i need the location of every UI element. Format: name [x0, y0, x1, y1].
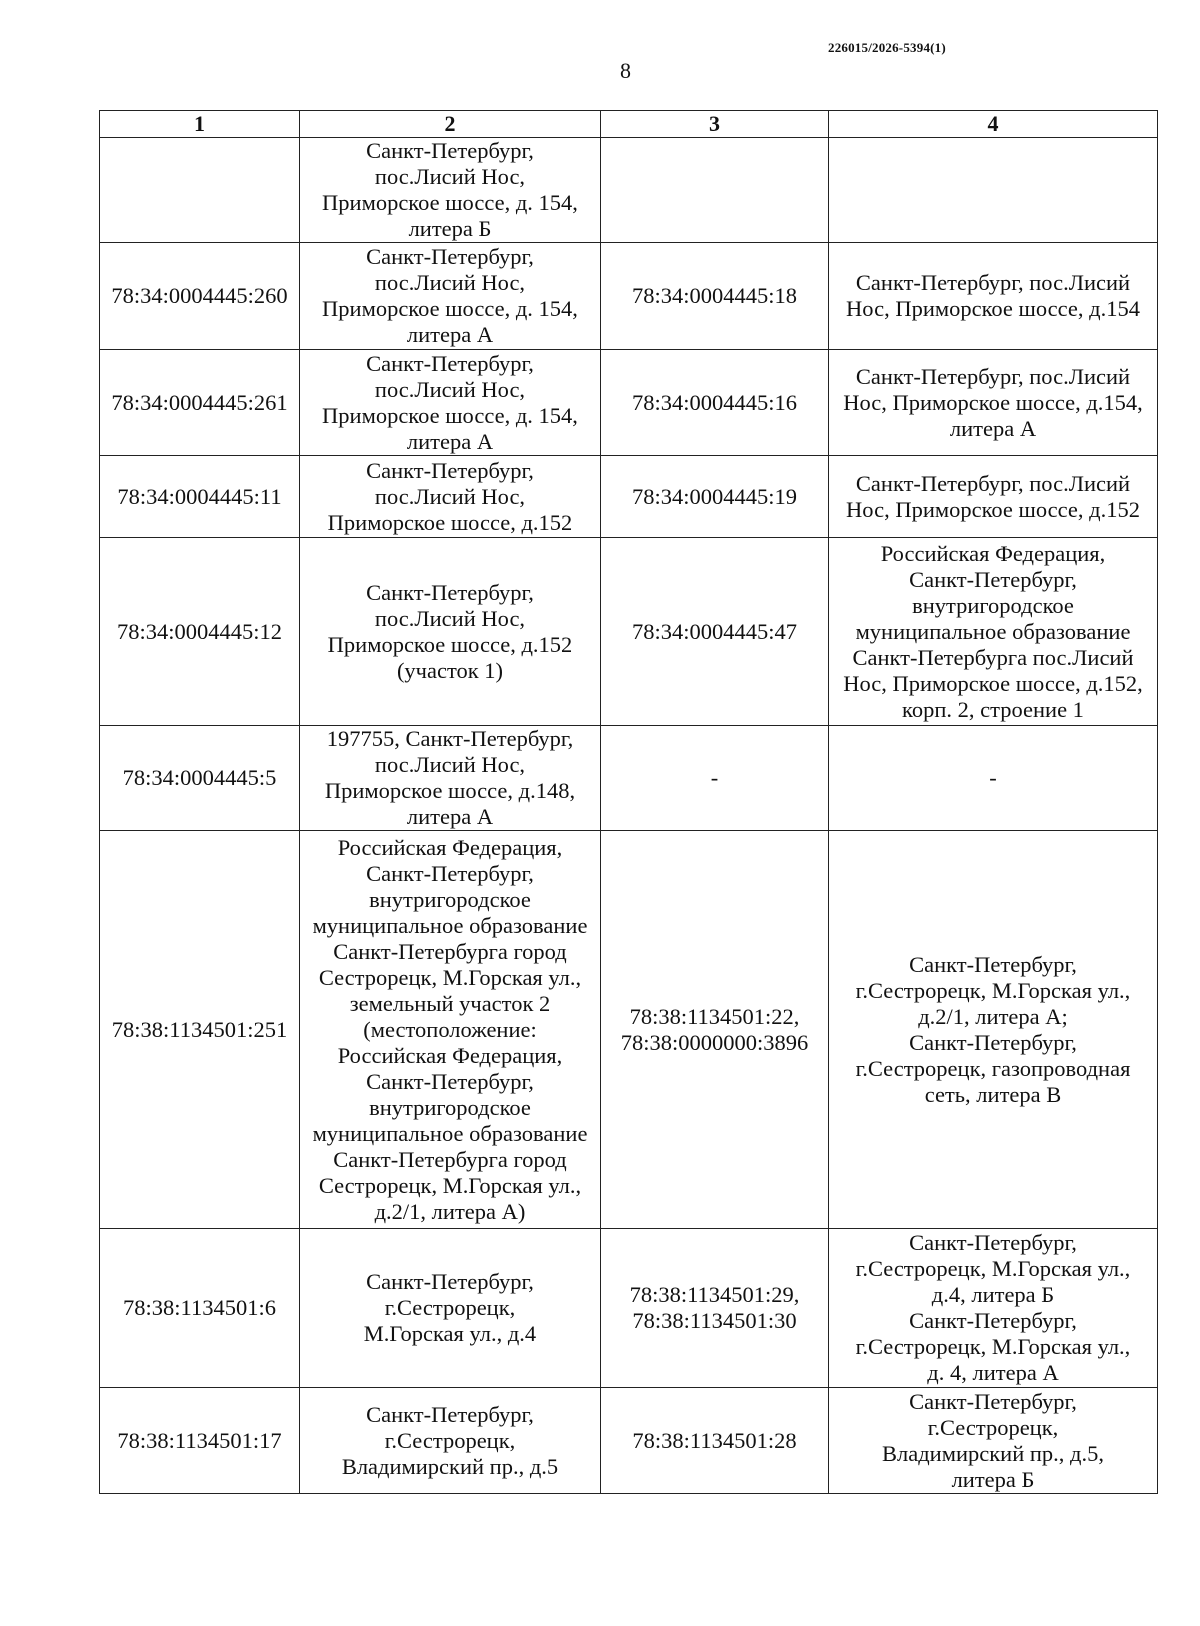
table-cell: Санкт-Петербург, пос.Лисий Нос, Приморское шоссе, д. 154, литера А	[300, 243, 601, 350]
table-cell: -	[829, 726, 1158, 831]
table-cell: Санкт-Петербург, г.Сестрорецк, М.Горская ул., д.2/1, литера А; Санкт-Петербург, г.Сестрорецк, газопроводная сеть, литера В	[829, 831, 1158, 1229]
table-cell: 78:34:0004445:47	[601, 538, 829, 726]
table-cell: 78:38:1134501:6	[100, 1229, 300, 1388]
table-cell: 78:34:0004445:261	[100, 350, 300, 456]
table-cell: Российская Федерация, Санкт-Петербург, внутригородское муниципальное образование Санкт-Петербурга город Сестрорецк, М.Горская ул., земельный участок 2 (местоположение: Российская Федерация, Санкт-Петербург, внутригородское муниципальное образование Санкт-Петербурга город Сестрорецк, М.Горская ул., д.2/1, литера А)	[300, 831, 601, 1229]
table-cell	[829, 138, 1158, 243]
column-header: 4	[829, 111, 1158, 138]
table-cell: 78:34:0004445:260	[100, 243, 300, 350]
cadastral-table	[99, 110, 1158, 1494]
table-cell: Санкт-Петербург, пос.Лисий Нос, Приморское шоссе, д.154, литера А	[829, 350, 1158, 456]
table-row	[100, 350, 1158, 456]
table-cell: Санкт-Петербург, пос.Лисий Нос, Приморское шоссе, д.154	[829, 243, 1158, 350]
column-header: 2	[300, 111, 601, 138]
table-row	[100, 726, 1158, 831]
table-cell: Санкт-Петербург, пос.Лисий Нос, Приморское шоссе, д.152 (участок 1)	[300, 538, 601, 726]
table-row	[100, 1229, 1158, 1388]
table-cell: Санкт-Петербург, г.Сестрорецк, Владимирский пр., д.5	[300, 1388, 601, 1494]
table-cell: 78:34:0004445:12	[100, 538, 300, 726]
table-row	[100, 138, 1158, 243]
table-row	[100, 243, 1158, 350]
table-row	[100, 456, 1158, 538]
column-header: 1	[100, 111, 300, 138]
table-cell: Российская Федерация, Санкт-Петербург, внутригородское муниципальное образование Санкт-Петербурга пос.Лисий Нос, Приморское шоссе, д.152, корп. 2, строение 1	[829, 538, 1158, 726]
table-cell: 78:38:1134501:17	[100, 1388, 300, 1494]
table-row	[100, 538, 1158, 726]
table-cell: Санкт-Петербург, пос.Лисий Нос, Приморское шоссе, д. 154, литера Б	[300, 138, 601, 243]
table-header-row	[100, 111, 1158, 138]
page-number: 8	[620, 58, 631, 83]
table-cell	[100, 138, 300, 243]
table-cell: 78:34:0004445:11	[100, 456, 300, 538]
table-cell	[601, 138, 829, 243]
table-cell: Санкт-Петербург, пос.Лисий Нос, Приморское шоссе, д. 154, литера А	[300, 350, 601, 456]
document-id: 226015/2026-5394(1)	[828, 40, 946, 55]
table-cell: 78:34:0004445:16	[601, 350, 829, 456]
table-cell: 78:38:1134501:29, 78:38:1134501:30	[601, 1229, 829, 1388]
table-row	[100, 831, 1158, 1229]
table-cell: Санкт-Петербург, г.Сестрорецк, М.Горская ул., д.4	[300, 1229, 601, 1388]
table-cell: 78:34:0004445:18	[601, 243, 829, 350]
table-cell: 78:38:1134501:251	[100, 831, 300, 1229]
table-cell: 78:38:1134501:28	[601, 1388, 829, 1494]
table-cell: 78:34:0004445:5	[100, 726, 300, 831]
table-cell: -	[601, 726, 829, 831]
table-cell: 78:34:0004445:19	[601, 456, 829, 538]
table-cell: Санкт-Петербург, пос.Лисий Нос, Приморское шоссе, д.152	[300, 456, 601, 538]
table-cell: Санкт-Петербург, г.Сестрорецк, Владимирский пр., д.5, литера Б	[829, 1388, 1158, 1494]
table-cell: 78:38:1134501:22, 78:38:0000000:3896	[601, 831, 829, 1229]
table-cell: 197755, Санкт-Петербург, пос.Лисий Нос, Приморское шоссе, д.148, литера А	[300, 726, 601, 831]
table-cell: Санкт-Петербург, г.Сестрорецк, М.Горская ул., д.4, литера Б Санкт-Петербург, г.Сестрорецк, М.Горская ул., д. 4, литера А	[829, 1229, 1158, 1388]
column-header: 3	[601, 111, 829, 138]
table-cell: Санкт-Петербург, пос.Лисий Нос, Приморское шоссе, д.152	[829, 456, 1158, 538]
table-row	[100, 1388, 1158, 1494]
